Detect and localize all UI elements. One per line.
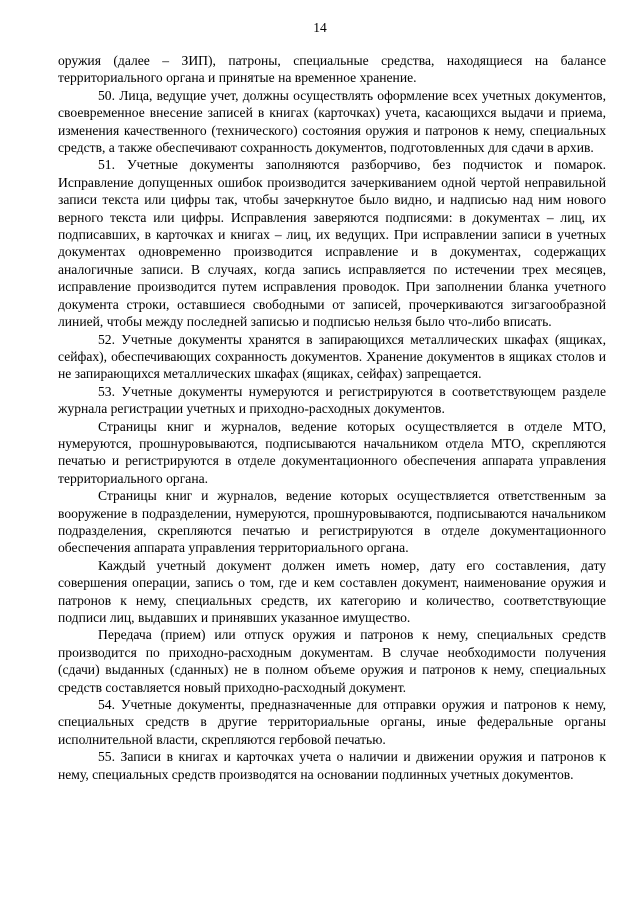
page-number: 14 [313, 20, 327, 35]
paragraph-53: 53. Учетные документы нумеруются и регистрируются в соответствующем разделе журнала регистрации учетных и приходно-расходных документов. [58, 383, 606, 417]
paragraph-50: 50. Лица, ведущие учет, должны осуществлять оформление всех учетных документов, своевременное внесение записей в книгах (карточках) учета, касающихся выдачи и приема, изменения качественного (технического) состояния оружия и патронов к нему, специальных средств, а также обеспечивают сохранность документов, подготовленных для сдачи в архив. [58, 87, 606, 156]
paragraph-55: 55. Записи в книгах и карточках учета о наличии и движении оружия и патронов к нему, специальных средств производятся на основании подлинных учетных документов. [58, 749, 606, 782]
paragraph-52: 52. Учетные документы хранятся в запирающихся металлических шкафах (ящиках, сейфах), обеспечивающих сохранность документов. Хранение документов в ящиках столов и не запирающихся металлических шкафах (ящиках, сейфах) запрещается. [58, 331, 606, 382]
paragraph-53-unit-pages: Страницы книг и журналов, ведение которых осуществляется ответственным за вооружение в подразделении, нумеруются, прошнуровываются, подписываются начальником подразделения, скрепляются печатью и регистрируются в отделе документационного обеспечения аппарата управления территориального органа. [58, 488, 606, 556]
paragraph-51: 51. Учетные документы заполняются разборчиво, без подчисток и помарок. Исправление допущенных ошибок производится зачеркиванием одной чертой неправильной записи текста или цифры так, чтобы зачеркнутое было видно, и надписью над ним нового верного текста или цифры. Исправления заверяются подписями: в документах – лиц, их подписавших, в карточках и книгах – лиц, их ведущих. При исправлении записи в учетных документах одновременно производится исправление и в документах, содержащих аналогичные записи. В случаях, когда запись исправляется по истечении трех месяцев, исправление производится путем исправления проводок. При заполнении бланка учетного документа строки, оставшиеся свободными от записей, прочеркиваются зигзагообразной линией, чтобы между последней записью и подписью нельзя было что-либо вписать. [58, 157, 606, 330]
paragraph-53-document-requisites: Каждый учетный документ должен иметь номер, дату его составления, дату совершения операции, запись о том, где и кем составлен документ, наименование оружия и патронов к нему, специальных средств, их категорию и количество, соответствующие подписи лиц, выдавших и принявших указанное имущество. [58, 557, 606, 625]
paragraph-53-mto-pages: Страницы книг и журналов, ведение которых осуществляется в отделе МТО, нумеруются, прошнуровываются, подписываются начальником отдела МТО, скрепляются печатью и регистрируются в отделе документационного обеспечения аппарата управления территориального органа. [58, 418, 606, 486]
paragraph-54: 54. Учетные документы, предназначенные для отправки оружия и патронов к нему, специальных средств в другие территориальные органы, иные федеральные органы исполнительной власти, скрепляются гербовой печатью. [58, 697, 606, 747]
document-body [58, 52, 606, 783]
paragraph-53-transfer: Передача (прием) или отпуск оружия и патронов к нему, специальных средств производится по приходно-расходным документам. В случае необходимости получения (сдачи) выданных (сданных) не в полном объеме оружия и патронов к нему, специальных средств составляется новый приходно-расходный документ. [58, 627, 606, 695]
paragraph-continuation-zip: оружия (далее – ЗИП), патроны, специальные средства, находящиеся на балансе территориального органа и принятые на временное хранение. [58, 53, 606, 86]
